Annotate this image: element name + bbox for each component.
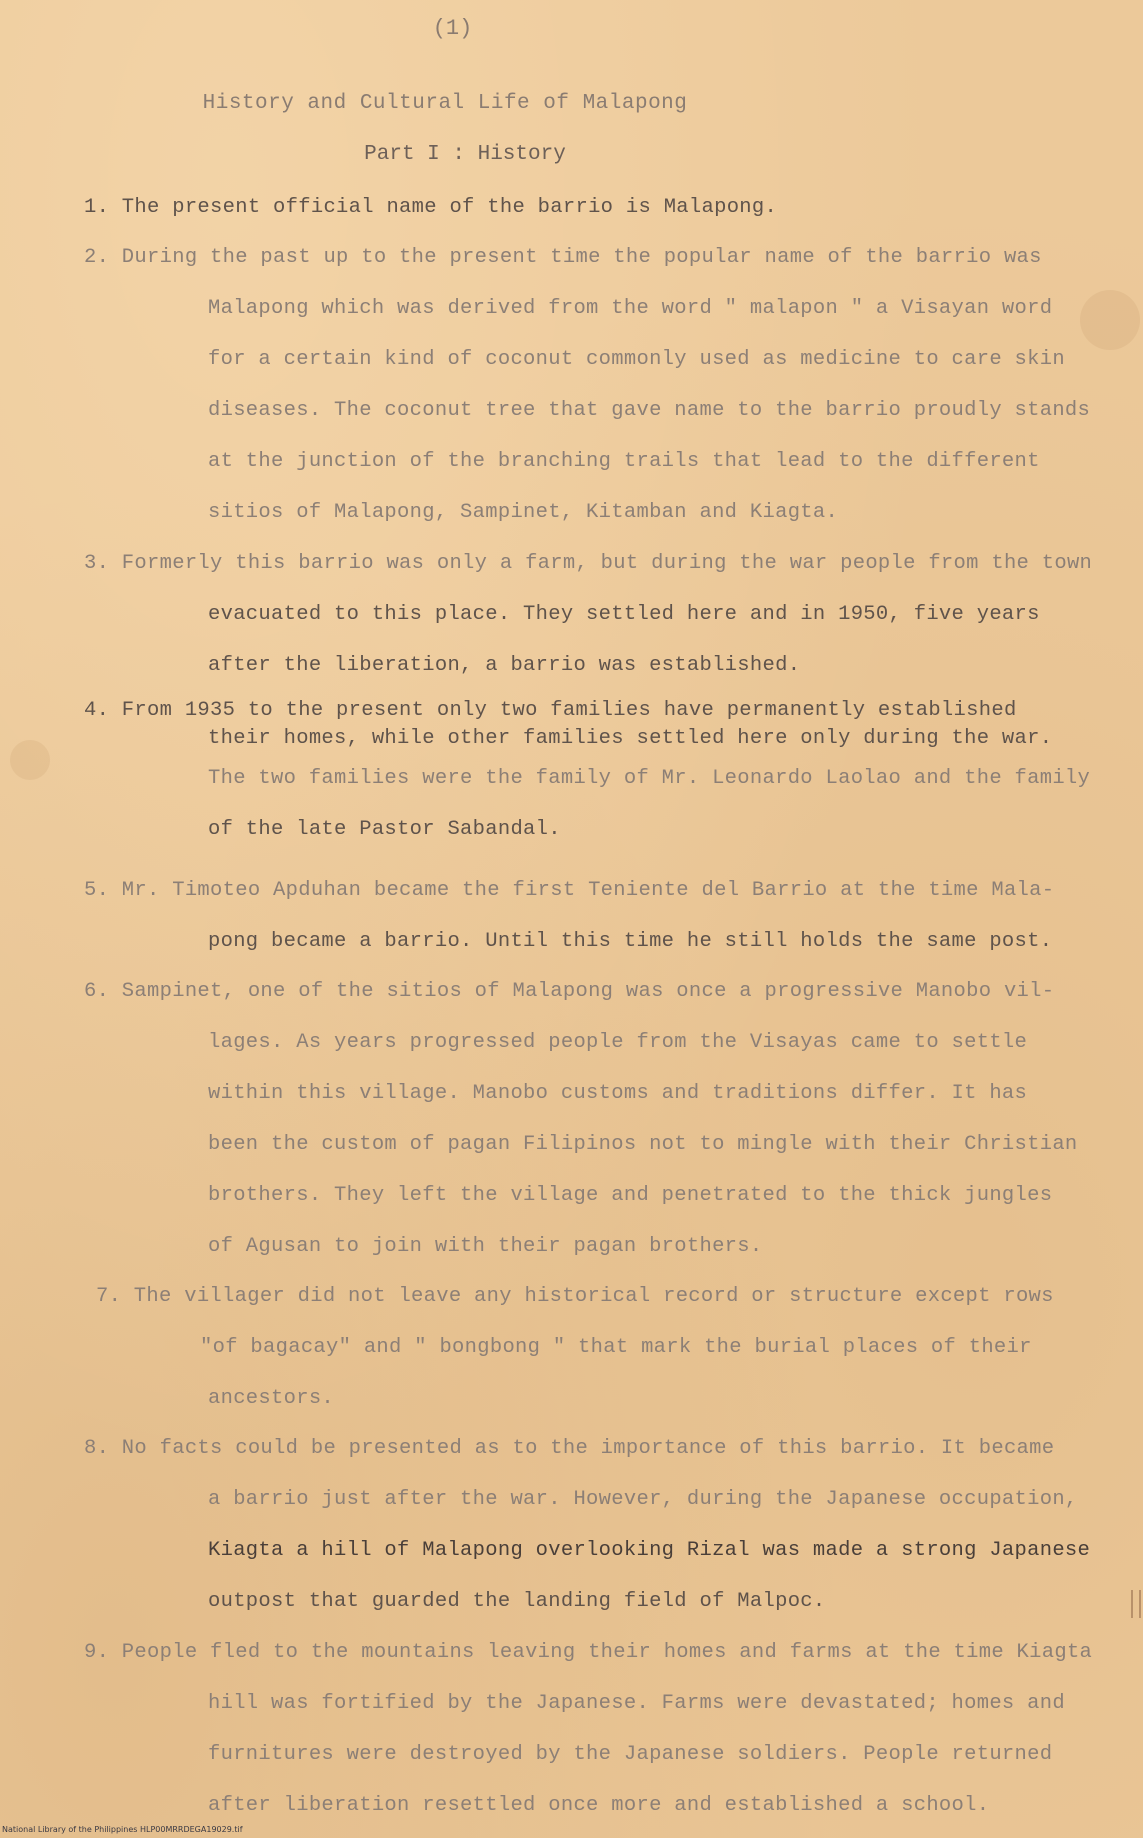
- item-line: within this village. Manobo customs and traditions differ. It has: [208, 1082, 1028, 1105]
- part-title: Part I : History: [364, 143, 566, 166]
- item-line: after the liberation, a barrio was established.: [208, 654, 801, 677]
- item-line: evacuated to this place. They settled here and in 1950, five years: [208, 603, 1040, 626]
- item-line: 4. From 1935 to the present only two families have permanently established: [84, 699, 1017, 722]
- item-line: diseases. The coconut tree that gave name to the barrio proudly stands: [208, 399, 1091, 422]
- list-item: [84, 865, 1124, 967]
- list-item: [84, 966, 1124, 1272]
- item-line: ancestors.: [208, 1387, 335, 1410]
- item-line: their homes, while other families settled here only during the war.: [208, 727, 1053, 750]
- item-line: 2. During the past up to the present time the popular name of the barrio was: [84, 246, 1042, 269]
- list-item: [84, 1423, 1124, 1627]
- item-line: for a certain kind of coconut commonly used as medicine to care skin: [208, 348, 1065, 371]
- document-title: History and Cultural Life of Malapong: [202, 92, 688, 115]
- item-line: 6. Sampinet, one of the sitios of Malapong was once a progressive Manobo vil-: [84, 980, 1055, 1003]
- paper-stain: [10, 740, 50, 780]
- page-number: (1): [432, 16, 473, 41]
- item-line: The two families were the family of Mr. Leonardo Laolao and the family: [208, 767, 1091, 790]
- item-line: a barrio just after the war. However, during the Japanese occupation,: [208, 1488, 1078, 1511]
- item-line: 8. No facts could be presented as to the importance of this barrio. It became: [84, 1437, 1055, 1460]
- item-line: 3. Formerly this barrio was only a farm, but during the war people from the town: [84, 552, 1093, 575]
- item-line: at the junction of the branching trails that lead to the different: [208, 450, 1040, 473]
- item-line: pong became a barrio. Until this time he still holds the same post.: [208, 930, 1053, 953]
- item-line: furnitures were destroyed by the Japanese soldiers. People returned: [208, 1743, 1053, 1766]
- item-line: of the late Pastor Sabandal.: [208, 818, 561, 841]
- item-line: outpost that guarded the landing field of Malpoc.: [208, 1590, 826, 1613]
- list-item: [96, 1271, 1136, 1424]
- item-line: Kiagta a hill of Malapong overlooking Rizal was made a strong Japanese: [208, 1539, 1091, 1562]
- item-line: 7. The villager did not leave any historical record or structure except rows: [96, 1285, 1054, 1308]
- margin-mark: [1131, 1590, 1141, 1618]
- scan-source-label: National Library of the Philippines HLP00MRRDEGA19029.tif: [2, 1825, 243, 1834]
- item-line: lages. As years progressed people from the Visayas came to settle: [208, 1031, 1028, 1054]
- item-line: after liberation resettled once more and established a school.: [208, 1794, 990, 1817]
- list-item: [84, 232, 1124, 538]
- list-item: [84, 697, 1124, 855]
- item-line: 9. People fled to the mountains leaving their homes and farms at the time Kiagta: [84, 1641, 1093, 1664]
- item-line: Malapong which was derived from the word " malapon " a Visayan word: [208, 297, 1053, 320]
- item-line: 5. Mr. Timoteo Apduhan became the first Teniente del Barrio at the time Mala-: [84, 879, 1055, 902]
- list-item: [84, 538, 1124, 691]
- item-line: brothers. They left the village and penetrated to the thick jungles: [208, 1184, 1053, 1207]
- item-line: hill was fortified by the Japanese. Farms were devastated; homes and: [208, 1692, 1065, 1715]
- item-line: sitios of Malapong, Sampinet, Kitamban and Kiagta.: [208, 501, 839, 524]
- item-line: "of bagacay" and " bongbong " that mark the burial places of their: [200, 1336, 1032, 1359]
- item-line: 1. The present official name of the barrio is Malapong.: [84, 196, 778, 219]
- list-item: [84, 182, 1124, 233]
- list-item: [84, 1627, 1124, 1831]
- item-line: been the custom of pagan Filipinos not to mingle with their Christian: [208, 1133, 1078, 1156]
- item-line: of Agusan to join with their pagan brothers.: [208, 1235, 763, 1258]
